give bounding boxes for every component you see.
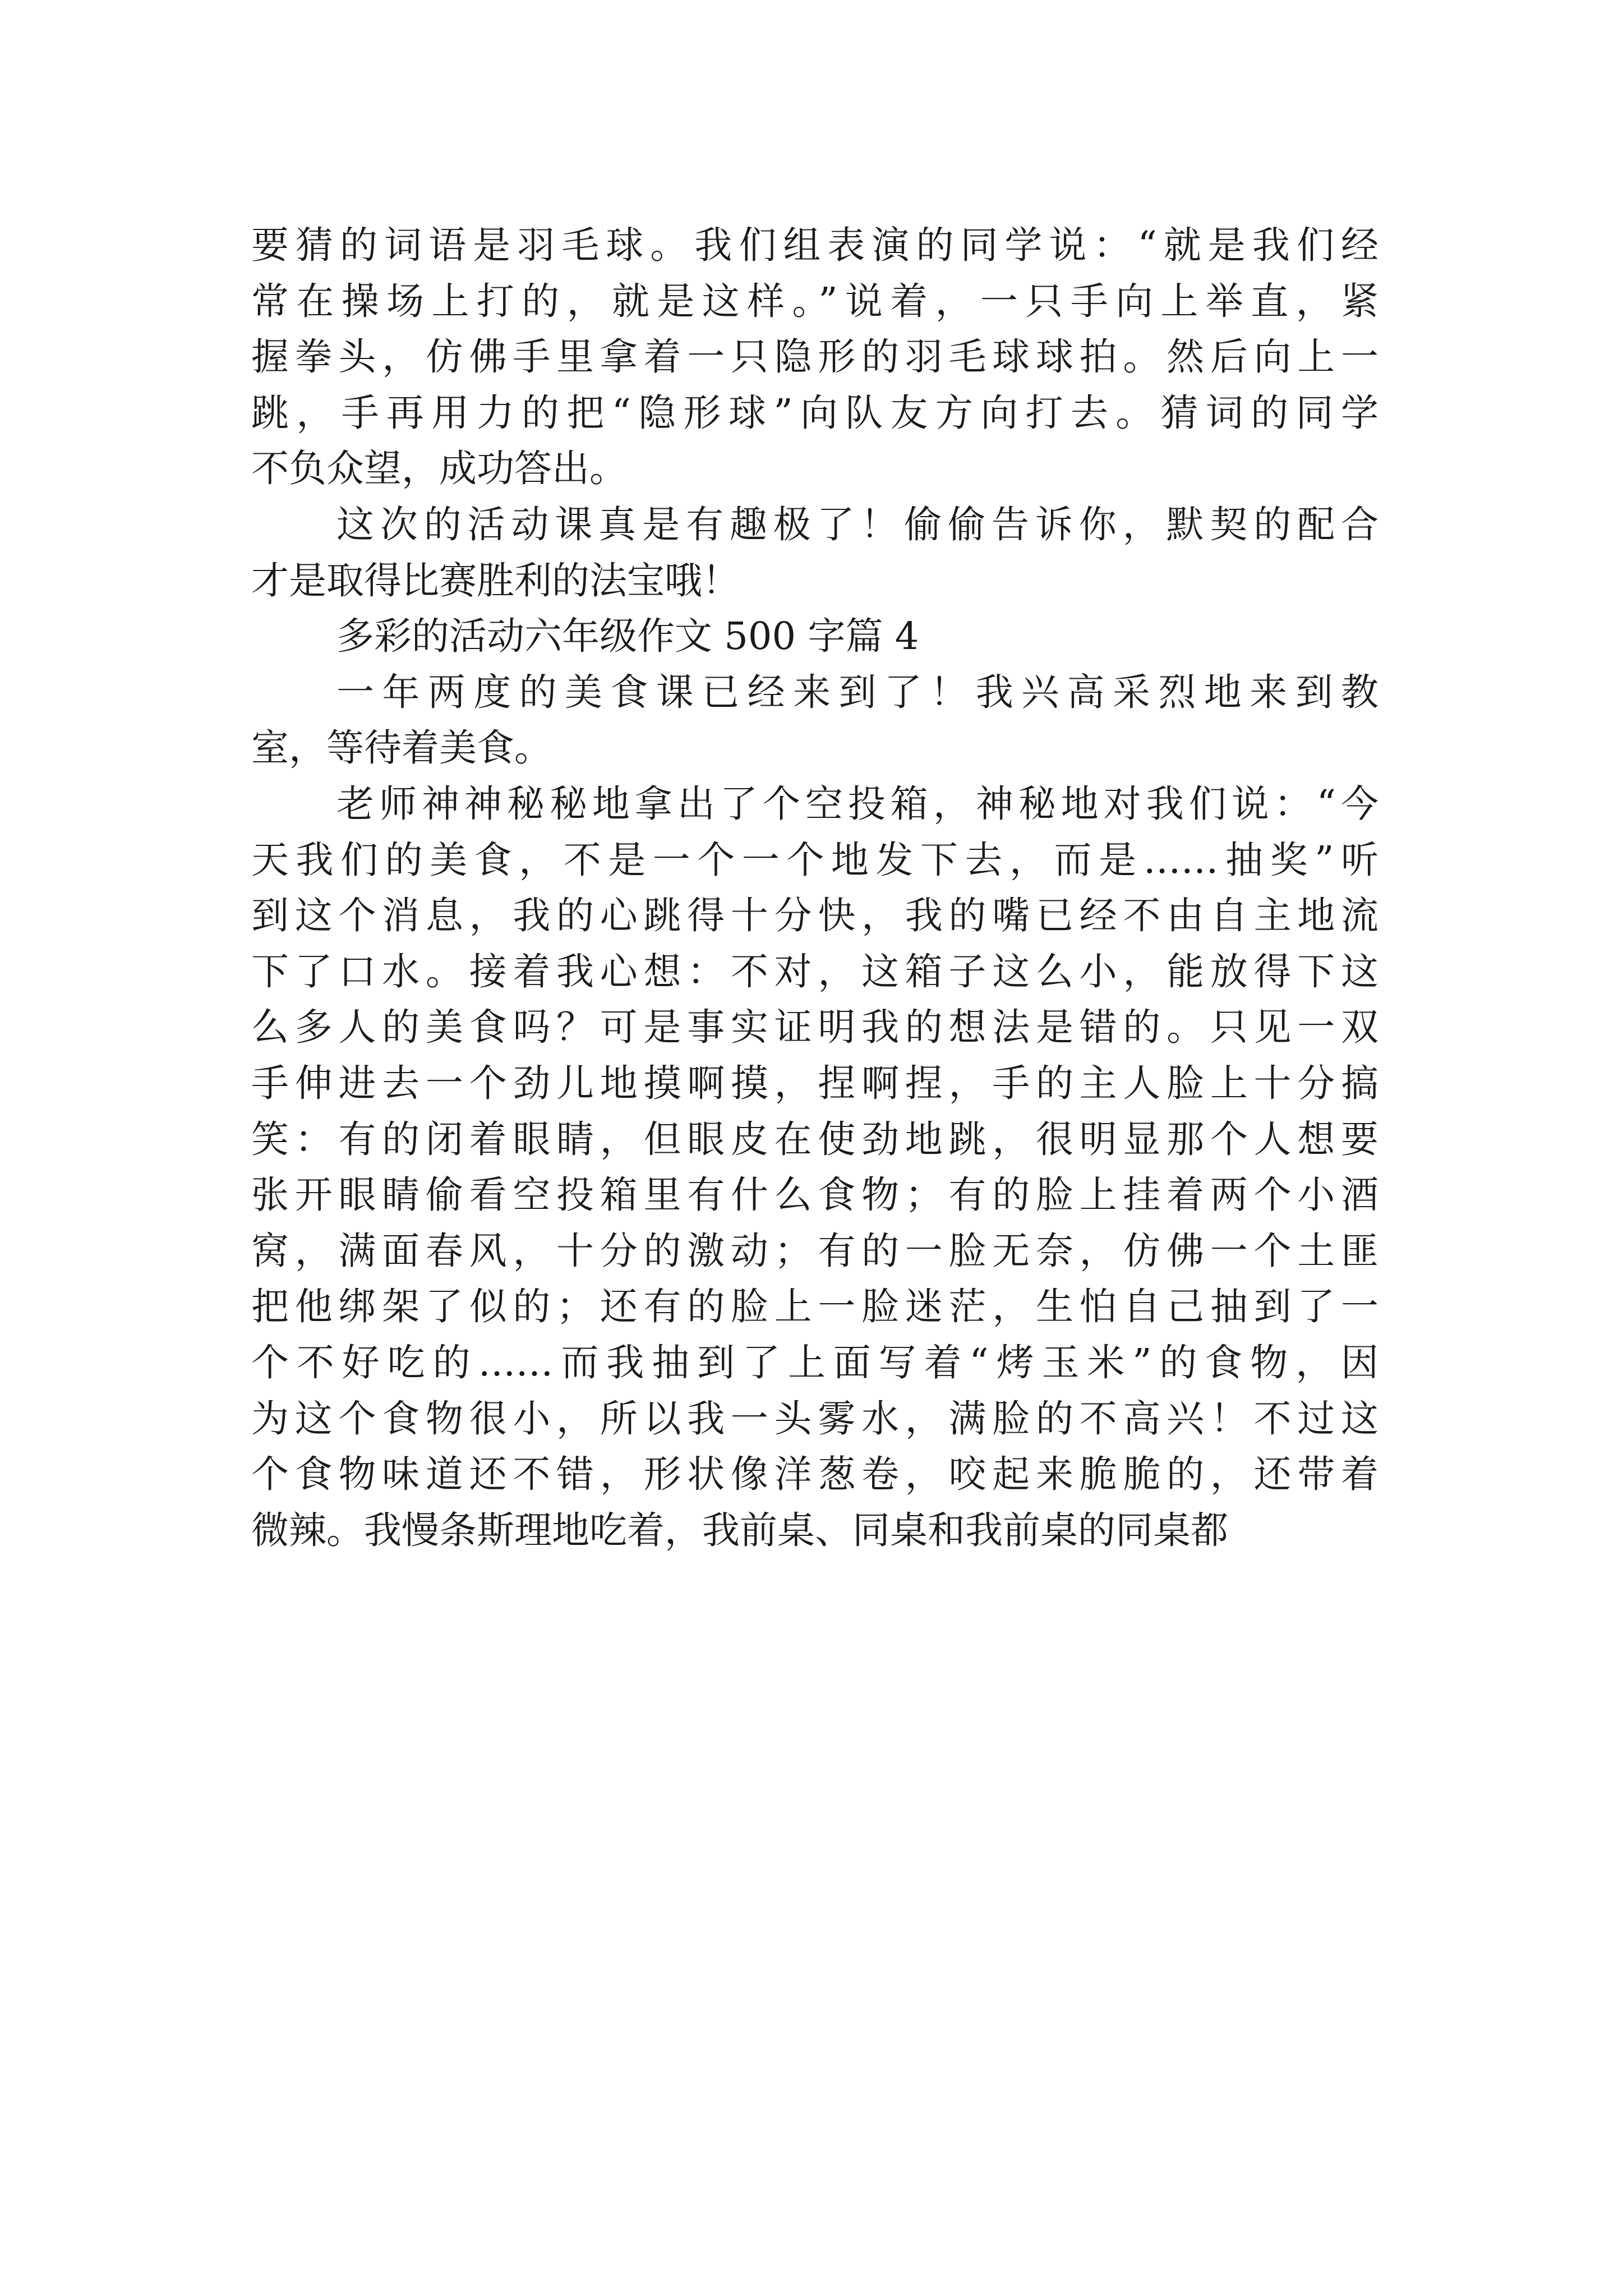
paragraph-line: 张开眼睛偷看空投箱里有什么食物；有的脸上挂着两个小酒 bbox=[251, 1173, 1378, 1217]
paragraph-line: 下了口水。接着我心想：不对，这箱子这么小，能放得下这 bbox=[251, 949, 1378, 993]
paragraph-line: 为这个食物很小，所以我一头雾水，满脸的不高兴！不过这 bbox=[251, 1396, 1378, 1441]
paragraph-line: 微辣。我慢条斯理地吃着，我前桌、同桌和我前桌的同桌都 bbox=[251, 1508, 1228, 1552]
paragraph-line: 窝，满面春风，十分的激动；有的一脸无奈，仿佛一个土匪 bbox=[251, 1228, 1378, 1273]
paragraph-line: 到这个消息，我的心跳得十分快，我的嘴已经不由自主地流 bbox=[251, 894, 1378, 938]
paragraph-line: 么多人的美食吗？可是事实证明我的想法是错的。只见一双 bbox=[251, 1005, 1378, 1050]
paragraph-line: 不负众望，成功答出。 bbox=[251, 447, 627, 491]
paragraph-line: 把他绑架了似的；还有的脸上一脸迷茫，生怕自己抽到了一 bbox=[251, 1285, 1378, 1329]
paragraph-line: 多彩的活动六年级作文 500 字篇 4 bbox=[336, 614, 919, 659]
paragraph-line: 个食物味道还不错，形状像洋葱卷，咬起来脆脆的，还带着 bbox=[251, 1452, 1378, 1497]
paragraph-line: 个不好吃的……而我抽到了上面写着“烤玉米”的食物，因 bbox=[251, 1341, 1378, 1384]
paragraph-line: 室，等待着美食。 bbox=[251, 726, 552, 770]
paragraph-line: 常在操场上打的，就是这样。”说着，一只手向上举直，紧 bbox=[251, 279, 1378, 323]
paragraph-line: 要猜的词语是羽毛球。我们组表演的同学说：“就是我们经 bbox=[251, 223, 1378, 267]
paragraph-line: 握拳头，仿佛手里拿着一只隐形的羽毛球球拍。然后向上一 bbox=[251, 335, 1378, 379]
paragraph-line: 手伸进去一个劲儿地摸啊摸，捏啊捏，手的主人脸上十分搞 bbox=[251, 1061, 1378, 1105]
paragraph-line: 才是取得比赛胜利的法宝哦！ bbox=[251, 558, 740, 602]
paragraph-line: 这次的活动课真是有趣极了！偷偷告诉你，默契的配合 bbox=[336, 503, 1378, 546]
paragraph-line: 笑：有的闭着眼睛，但眼皮在使劲地跳，很明显那个人想要 bbox=[251, 1117, 1378, 1161]
paragraph-line: 天我们的美食，不是一个一个地发下去，而是……抽奖”听 bbox=[251, 838, 1378, 882]
paragraph-line: 跳，手再用力的把“隐形球”向队友方向打去。猜词的同学 bbox=[251, 390, 1378, 435]
paragraph-line: 老师神神秘秘地拿出了个空投箱，神秘地对我们说：“今 bbox=[336, 782, 1378, 826]
paragraph-line: 一年两度的美食课已经来到了！我兴高采烈地来到教 bbox=[336, 670, 1378, 714]
